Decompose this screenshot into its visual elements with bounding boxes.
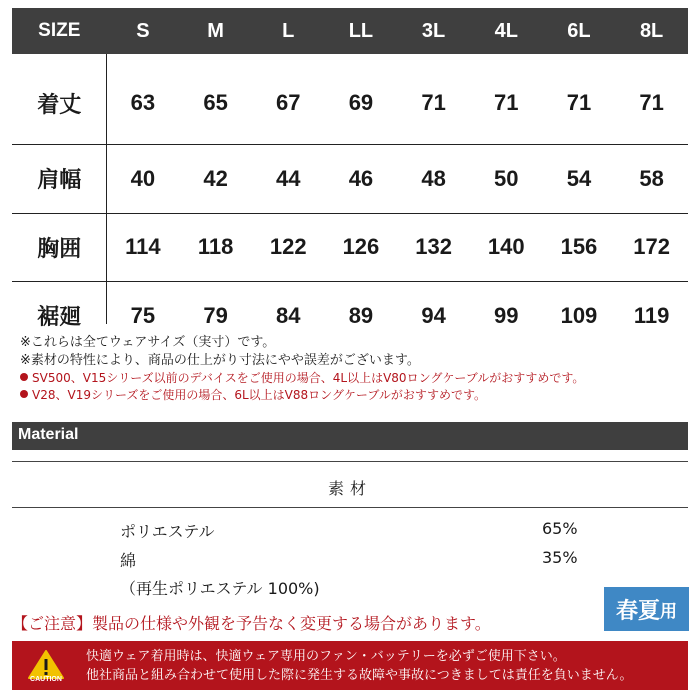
season-badge-main: 春夏	[615, 598, 660, 624]
material-percent: 35%	[542, 548, 578, 567]
material-bar	[12, 422, 688, 450]
table-cell: 119	[633, 302, 670, 328]
row-label: 胸囲	[37, 236, 82, 262]
material-heading: 素材	[327, 479, 372, 498]
table-cell: 44	[276, 165, 301, 191]
material-divider-bottom	[12, 507, 688, 508]
table-cell: 65	[203, 90, 228, 115]
bullet-icon	[20, 373, 28, 381]
table-cell: 99	[494, 302, 519, 328]
table-cell: 63	[130, 90, 156, 115]
material-bar-title: Material	[18, 426, 79, 443]
table-cell: 132	[415, 234, 452, 260]
table-cell: 89	[348, 302, 374, 328]
table-cell: 79	[203, 302, 228, 328]
table-cell: 114	[125, 234, 161, 260]
table-cell: 67	[276, 90, 301, 115]
spec-change-notice: 【ご注意】製品の仕様や外観を予告なく変更する場合があります。	[12, 614, 491, 633]
size-col-4l: 4L	[494, 19, 518, 42]
size-col-s: S	[136, 19, 150, 42]
table-row	[12, 54, 688, 144]
table-cell: 94	[421, 302, 446, 328]
size-col-l: L	[282, 19, 295, 42]
cable-note-text: SV500、V15シリーズ以前のデバイスをご使用の場合、4L以上はV80ロングケーブルがおすすめです。	[32, 371, 585, 385]
table-cell: 71	[566, 90, 592, 115]
season-badge	[604, 587, 689, 631]
table-cell: 69	[348, 90, 374, 115]
table-cell: 42	[203, 165, 228, 191]
table-cell: 126	[342, 234, 380, 260]
table-cell: 140	[487, 234, 525, 260]
table-cell: 122	[269, 234, 307, 260]
cable-note	[20, 387, 690, 404]
size-col-6l: 6L	[567, 19, 591, 42]
cable-note	[20, 370, 690, 387]
caution-icon-label: CAUTION	[30, 676, 62, 683]
row-label: 肩幅	[37, 168, 82, 194]
material-percent: 65%	[542, 519, 578, 538]
table-cell: 54	[566, 165, 592, 191]
row-label: 着丈	[37, 92, 82, 118]
table-cell: 75	[130, 302, 156, 328]
table-cell: 71	[421, 90, 446, 115]
table-cell: 71	[494, 90, 519, 115]
size-col-m: M	[207, 19, 224, 42]
size-header-label: SIZE	[38, 20, 81, 41]
material-name: 綿	[120, 551, 137, 570]
row-label: 裾廻	[37, 305, 82, 331]
table-cell: 118	[197, 234, 234, 260]
table-cell: 172	[633, 234, 670, 260]
season-badge-suffix: 用	[660, 601, 677, 622]
note-line: ※素材の特性により、商品の仕上がり寸法にやや誤差がございます。	[20, 353, 420, 368]
bullet-icon	[20, 390, 28, 398]
table-cell: 58	[639, 165, 664, 191]
material-divider-top	[12, 461, 688, 462]
table-row	[12, 213, 688, 282]
table-cell: 84	[276, 302, 301, 328]
size-col-8l: 8L	[639, 19, 664, 42]
material-sub-note: （再生ポリエステル 100%)	[120, 579, 320, 598]
caution-line: 他社商品と組み合わせて使用した際に発生する故障や事故につきましては責任を負いません。	[86, 668, 633, 683]
table-cell: 40	[130, 165, 156, 191]
size-table-body	[12, 54, 688, 350]
size-col-3l: 3L	[421, 19, 446, 42]
material-name: ポリエステル	[120, 522, 215, 541]
cable-note-text: V28、V19シリーズをご使用の場合、6L以上はV88ロングケーブルがおすすめです。	[32, 388, 486, 402]
size-col-ll: LL	[348, 19, 374, 42]
table-cell: 156	[560, 234, 598, 260]
table-cell: 109	[560, 302, 598, 328]
table-row	[12, 144, 688, 213]
caution-bar-text	[86, 647, 633, 685]
size-table-header	[12, 8, 688, 54]
size-notes	[20, 334, 690, 404]
table-cell: 50	[494, 165, 519, 191]
note-line: ※これらは全てウェアサイズ（実寸）です。	[20, 335, 276, 350]
table-cell: 46	[348, 165, 374, 191]
table-cell: 71	[639, 90, 664, 115]
table-cell: 48	[421, 165, 446, 191]
caution-line: 快適ウェア着用時は、快適ウェア専用のファン・バッテリーを必ずご使用下さい。	[86, 649, 566, 664]
